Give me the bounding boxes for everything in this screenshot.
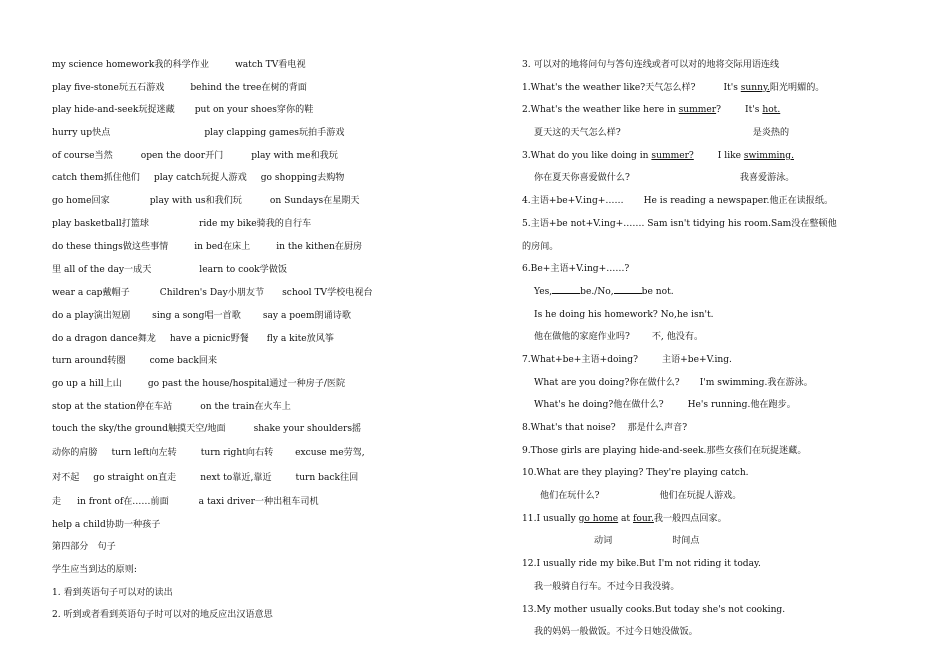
sentence-text: at [618, 513, 633, 524]
vocab-item: learn to cook学做饭 [199, 265, 287, 276]
vocab-item: of course当然 [52, 150, 113, 161]
sentence-text: 5.主语+be not+V.ing+……. Sam isn't tidying his room.Sam没在整顿他 [522, 218, 837, 229]
vocab-item: go up a hill上山 [52, 378, 122, 389]
vocab-line [52, 282, 432, 305]
vocab-item: go shopping去购物 [260, 173, 345, 184]
principle-item: 2. 听到或者看到英语句子时可以对的地反应出汉语意思 [52, 610, 273, 621]
translation-line [522, 167, 922, 190]
sentence-line [522, 99, 922, 122]
vocab-line [52, 213, 432, 236]
principle-line [522, 54, 922, 77]
section-heading [52, 536, 432, 559]
sentence-text: 8.What's that noise? 那是什么声音? [522, 423, 688, 433]
sentence-text: 主语+be+V.ing. [661, 354, 732, 365]
section-title: 第四部分 句子 [52, 542, 116, 553]
sentence-text: 阳光明媚的。 [769, 82, 825, 93]
vocab-item: in bed在床上 [194, 241, 251, 252]
sentence-line [522, 281, 922, 304]
translation-text: 他在做他的家庭作业吗? [534, 332, 630, 343]
sentence-line [522, 77, 922, 100]
vocab-item: behind the tree在树的背面 [190, 82, 307, 93]
vocab-item: stop at the station停在车站 [52, 401, 173, 412]
sentence-text: I like [717, 150, 744, 161]
translation-text: 他们在玩什么? [540, 491, 600, 502]
vocab-item: turn left向左转 [111, 448, 177, 458]
sentence-text: 我一般四点回家。 [653, 513, 727, 524]
vocab-item: 里 all of the day一成天 [52, 265, 152, 276]
left-column [52, 54, 432, 627]
sentence-line [522, 417, 922, 440]
vocab-line [52, 491, 432, 514]
sentence-text: 6.Be+主语+V.ing+……? [522, 264, 630, 275]
sentence-line [522, 372, 922, 395]
vocab-line [52, 258, 432, 282]
sentence-text: I'm swimming.我在游泳。 [699, 377, 813, 388]
sentence-text: 12.I usually ride my bike.But I'm not riding it today. [522, 559, 761, 570]
sentence-text: be not. [641, 286, 674, 297]
principle-intro: 学生应当到达的原则: [52, 565, 137, 576]
sentence-text: ? [716, 105, 722, 116]
sentence-text: be./No, [580, 286, 614, 297]
vocab-item: fly a kite放风筝 [266, 333, 334, 344]
sentence-text: 3.What do you like doing in [522, 150, 652, 161]
sentence-text: 4.主语+be+V.ing+…… [522, 196, 624, 207]
underlined-word: summer [678, 105, 717, 116]
sentence-text: 2.What's the weather like here in [522, 105, 679, 116]
vocab-item: do a dragon dance舞龙 [52, 333, 156, 344]
sentence-text: 11.I usually [522, 513, 579, 524]
translation-line [522, 621, 922, 644]
principle-item: 1. 看到英语句子可以对的读出 [52, 587, 173, 598]
vocab-line [52, 145, 432, 168]
vocab-item: play hide-and-seek玩捉迷藏 [52, 105, 175, 116]
vocab-line [52, 514, 432, 537]
vocab-item: in front of在……前面 [77, 497, 169, 507]
translation-text: 他们在玩捉人游戏。 [659, 491, 742, 502]
translation-text: 是炎热的 [752, 128, 790, 139]
sentence-text: 13.My mother usually cooks.But today she's not cooking. [522, 604, 786, 615]
vocab-item: a taxi driver一种出租车司机 [198, 497, 319, 507]
sentence-line [522, 145, 922, 168]
vocab-line [52, 418, 432, 441]
underlined-word: sunny. [740, 82, 770, 93]
vocab-item: play catch玩捉人游戏 [153, 173, 247, 184]
vocab-line [52, 236, 432, 259]
vocab-item: do these things做这些事情 [52, 241, 169, 252]
principle-item: 3. 可以对的地将问句与答句连线或者可以对的地将交际用语连线 [522, 60, 780, 70]
sentence-text: Is he doing his homework? No,he isn't. [534, 309, 714, 320]
vocab-item: open the door开门 [140, 150, 224, 161]
sentence-text: 的房间。 [522, 241, 559, 252]
translation-line [522, 122, 922, 145]
translation-text: 你在夏天你喜爱做什么? [534, 173, 630, 184]
vocab-item: play clapping games玩拍手游戏 [204, 128, 345, 139]
vocab-item: play basketball打篮球 [52, 218, 149, 229]
vocab-item: 动你的肩膀 [52, 448, 98, 458]
answer-blank [614, 285, 642, 294]
vocab-item: excuse me劳驾, [295, 448, 365, 458]
vocab-item: next to靠近,靠近 [200, 473, 272, 483]
vocab-item: do a play演出短剧 [52, 310, 131, 321]
vocab-item: play with us和我们玩 [149, 196, 242, 207]
vocab-item: 走 [52, 497, 62, 507]
vocab-line [52, 350, 432, 373]
vocab-line [52, 54, 432, 77]
vocab-item: catch them抓住他们 [52, 173, 140, 184]
vocab-item: turn back往回 [295, 473, 359, 483]
vocab-item: on Sundays在星期天 [269, 196, 360, 207]
translation-text: 我一般骑自行车。不过今日我没骑。 [534, 581, 680, 592]
sentence-text: What's he doing?他在做什么? [534, 400, 664, 411]
vocab-item: hurry up快点 [52, 128, 111, 139]
sentence-line [522, 213, 922, 236]
translation-line [522, 326, 922, 349]
answer-blank [552, 285, 580, 294]
sentence-text: 10.What are they playing? They're playing catch. [522, 468, 749, 479]
vocab-line [52, 396, 432, 419]
vocab-item: in the kithen在厨房 [276, 241, 363, 252]
vocab-line [52, 466, 432, 491]
principle-line [52, 604, 432, 627]
sentence-line [522, 236, 922, 259]
translation-line [522, 485, 922, 508]
underlined-word: hot. [762, 105, 781, 116]
translation-line [522, 576, 922, 599]
vocab-item: ride my bike骑我的自行车 [198, 218, 312, 229]
sentence-text: Yes, [534, 286, 553, 297]
right-column [522, 54, 922, 644]
vocab-item: help a child协助一种孩子 [52, 519, 161, 530]
vocab-item: put on your shoes穿你的鞋 [194, 105, 314, 116]
vocab-item: on the train在火车上 [200, 401, 291, 412]
annotation-text: 动词 [594, 536, 613, 547]
vocab-item: Children's Day小朋友节 [159, 288, 265, 299]
annotation-text: 时间点 [672, 536, 700, 547]
sentence-line [522, 349, 922, 372]
vocab-line [52, 99, 432, 122]
vocab-item: wear a cap戴帽子 [52, 288, 130, 299]
sentence-text: It's [723, 82, 741, 93]
sentence-text: He's running.他在跑步。 [687, 400, 796, 411]
vocab-line [52, 305, 432, 328]
vocab-item: say a poem朗诵诗歌 [262, 310, 351, 321]
underlined-word: go home [578, 513, 619, 524]
vocab-line [52, 77, 432, 100]
vocab-item: my science homework我的科学作业 [52, 60, 209, 70]
vocab-item: play five-stone玩五石游戏 [52, 82, 165, 93]
sentence-text: 7.What+be+主语+doing? [522, 354, 638, 365]
sentence-text: What are you doing?你在做什么? [534, 377, 680, 388]
sentence-line [522, 190, 922, 213]
sentence-line [522, 440, 922, 463]
vocab-item: play with me和我玩 [251, 150, 338, 161]
vocab-item: watch TV看电视 [234, 60, 306, 70]
sentence-line [522, 394, 922, 417]
vocab-line [52, 122, 432, 145]
vocab-item: go past the house/hospital通过一种房子/医院 [147, 378, 346, 389]
vocab-item: school TV学校电视台 [282, 288, 373, 299]
sentence-text: He is reading a newspaper.他正在读报纸。 [643, 196, 834, 207]
vocab-item: come back回来 [149, 356, 218, 367]
sentence-line [522, 258, 922, 281]
sentence-line [522, 599, 922, 622]
vocab-item: 对不起 [52, 473, 80, 483]
underlined-word: four. [632, 513, 654, 524]
sentence-text: 1.What's the weather like?天气怎么样? [522, 82, 696, 93]
vocab-item: turn around转圈 [52, 356, 126, 367]
principle-heading [52, 559, 432, 582]
vocab-item: have a picnic野餐 [169, 333, 249, 344]
annotation-line [522, 530, 922, 553]
vocab-item: sing a song唱一首歌 [152, 310, 241, 321]
principle-line [52, 582, 432, 605]
translation-text: 我喜爱游泳。 [739, 173, 795, 184]
underlined-word: swimming. [743, 150, 794, 161]
vocab-line [52, 328, 432, 351]
translation-text: 夏天这的天气怎么样? [534, 128, 621, 139]
vocab-item: go straight on直走 [93, 473, 177, 483]
sentence-text: 9.Those girls are playing hide-and-seek.那些女孩们在玩捉迷藏。 [522, 445, 807, 456]
sentence-text: It's [745, 105, 763, 116]
sentence-line [522, 462, 922, 485]
sentence-line [522, 553, 922, 576]
vocab-item: shake your shoulders摇 [253, 424, 362, 435]
sentence-line [522, 304, 922, 327]
vocab-item: touch the sky/the ground触摸天空/地面 [52, 424, 226, 435]
translation-text: 我的妈妈一般做饭。不过今日她没做饭。 [534, 627, 698, 638]
vocab-line [52, 190, 432, 213]
sentence-line [522, 508, 922, 531]
vocab-line [52, 441, 432, 466]
vocab-line [52, 167, 432, 190]
underlined-word: summer? [651, 150, 694, 161]
vocab-item: turn right向右转 [200, 448, 274, 458]
translation-text: 不, 他没有。 [651, 332, 704, 343]
vocab-item: go home回家 [52, 196, 110, 207]
vocab-line [52, 373, 432, 396]
